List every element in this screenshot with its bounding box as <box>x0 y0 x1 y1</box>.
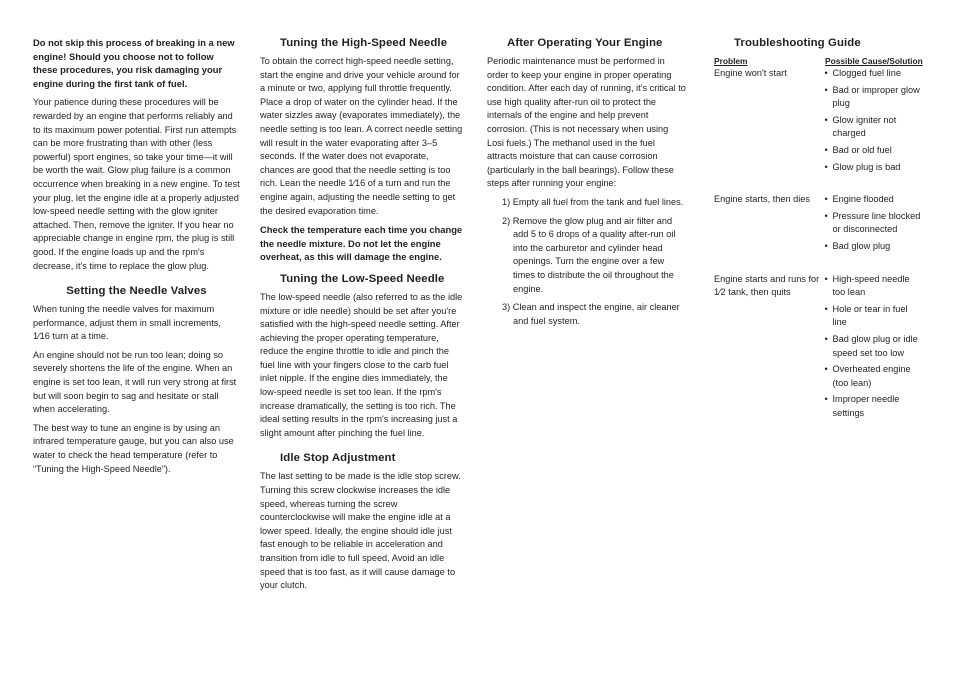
paragraph: To obtain the correct high-speed needle setting, start the engine and drive your vehicle around for a minute or two, applying full throttle frequently. Place a drop of water on the cylinder head. If the water sizzles away (evaporates immediately), the needle setting is too lean. A correct needle setting will result in the water evaporating after 3–5 seconds. If the water does not evaporate, chances are good that the needle setting is too rich. Lean the needle 1⁄16 of a turn and run the engine again, adjusting the needle setting to get the desired evaporation time. <box>260 56 463 216</box>
cause-list <box>824 193 924 256</box>
column-1 <box>33 36 240 481</box>
list-item: • Glow igniter not charged <box>824 114 924 141</box>
problem-cell: Engine starts, then dies <box>714 194 811 205</box>
section-heading-troubleshooting: Troubleshooting Guide <box>734 37 861 49</box>
paragraph: An engine should not be run too lean; doing so severely shortens the life of the engine. When an engine is set too lean, it will run very strong at first but will soon begin to sag and hesitate or stall when accelerating. <box>33 349 237 415</box>
list-item: 2) Remove the glow plug and air filter and add 5 to 6 drops of a quality after-run oil into the carburetor and cylinder head openings. Turn the engine over a few times to distribute the oil throughout the engine. <box>502 215 676 294</box>
list-item: • High-speed needle too lean <box>824 273 924 300</box>
list-item: • Bad or improper glow plug <box>824 84 924 111</box>
section-heading-idle-stop: Idle Stop Adjustment <box>280 452 396 465</box>
section-heading-after-operating: After Operating Your Engine <box>507 37 663 49</box>
paragraph: Periodic maintenance must be performed in order to keep your engine in proper operating condition. After each day of running, it's critical to use high quality after-run oil to protect the internals of the engine and help prevent corrosion. (This is not necessary when using Losi fuels.) The methanol used in the fuel attracts moisture that can cause corrosion (particularly in the ball bearings). Follow these steps after running your engine: <box>487 56 686 189</box>
section-heading-needle-valves: Setting the Needle Valves <box>66 285 207 298</box>
list-item: • Bad or old fuel <box>824 144 924 158</box>
list-item: • Engine flooded <box>824 193 924 207</box>
list-item: • Bad glow plug <box>824 240 924 254</box>
paragraph: When tuning the needle valves for maximum performance, adjust them in small increments, 1⁄16 turn at a time. <box>33 304 221 342</box>
column-2 <box>260 36 465 598</box>
column-4 <box>714 36 924 423</box>
column-header-cause: Possible Cause/Solution <box>825 56 923 66</box>
list-item: • Hole or tear in fuel line <box>824 303 924 330</box>
cause-list <box>824 67 924 177</box>
list-item: 1) Empty all fuel from the tank and fuel lines. <box>502 196 684 207</box>
list-item: • Glow plug is bad <box>824 161 924 175</box>
section-heading-low-speed-needle: Tuning the Low-Speed Needle <box>280 272 445 285</box>
list-item: • Overheated engine (too lean) <box>824 363 924 390</box>
cause-list <box>824 273 924 424</box>
paragraph: The last setting to be made is the idle stop screw. Turning this screw clockwise increases the idle speed, whereas turning the screw counterclockwise will make the engine idle at a lower speed. Ideally, the engine should idle just fast enough to be reliable in acceleration and transition from idle to full speed. Avoid an idle speed that is too fast, as it will cause damage to your clutch. <box>260 471 461 591</box>
break-in-warning: Do not skip this process of breaking in a new engine! Should you choose not to follow these procedures, you risk damaging your engine during the first tank of fuel. <box>33 37 235 89</box>
paragraph: The best way to tune an engine is by using an infrared temperature gauge, but you can also use water to check the head temperature (refer to “Tuning the High-Speed Needle”). <box>33 422 234 474</box>
list-item: • Improper needle settings <box>824 393 924 420</box>
troubleshooting-table-header <box>714 55 924 67</box>
column-3 <box>487 36 687 333</box>
section-heading-high-speed-needle: Tuning the High-Speed Needle <box>280 37 448 49</box>
table-row <box>714 273 924 424</box>
column-header-problem: Problem <box>714 56 748 66</box>
maintenance-steps <box>487 196 687 328</box>
paragraph: Your patience during these procedures will be rewarded by an engine that performs reliably and to its maximum power potential. First run attempts can be more frustrating than with other (less powerful) sport engines, so take your time—it will be worth the wait. Glow plug failure is a common occurrence when breaking in a new engine. To test your plug, let the engine idle at a properly adjusted low-speed needle setting with the glow igniter attached. Then, remove the igniter. If you hear no appreciable change in engine rpm, the plug is still good. If the engine loads up and the rpm's decrease, it's time to replace the glow plug. <box>33 97 240 271</box>
list-item: 3) Clean and inspect the engine, air cleaner and fuel system. <box>502 302 680 326</box>
table-row <box>714 193 924 256</box>
list-item: • Bad glow plug or idle speed set too low <box>824 333 924 360</box>
paragraph: The low-speed needle (also referred to as the idle mixture or idle needle) should be set after you're satisfied with the high-speed needle setting. After achieving the proper operating temperature, reduce the engine throttle to idle and pinch the fuel line with your fingers close to the carb fuel inlet nipple. If the engine dies immediately, the low-speed needle is set too lean. If the rpm's increase dramatically, the setting is too rich. The ideal setting results in the rpm's increasing just a slight amount after pinching the fuel line. <box>260 291 463 438</box>
table-row <box>714 67 924 177</box>
list-item: • Clogged fuel line <box>824 67 924 81</box>
temperature-warning: Check the temperature each time you change the needle mixture. Do not let the engine overheat, as this will damage the engine. <box>260 224 463 263</box>
problem-cell: Engine starts and runs for 1⁄2 tank, then quits <box>714 273 820 298</box>
problem-cell: Engine won't start <box>714 68 787 78</box>
list-item: • Pressure line blocked or disconnected <box>824 210 924 237</box>
